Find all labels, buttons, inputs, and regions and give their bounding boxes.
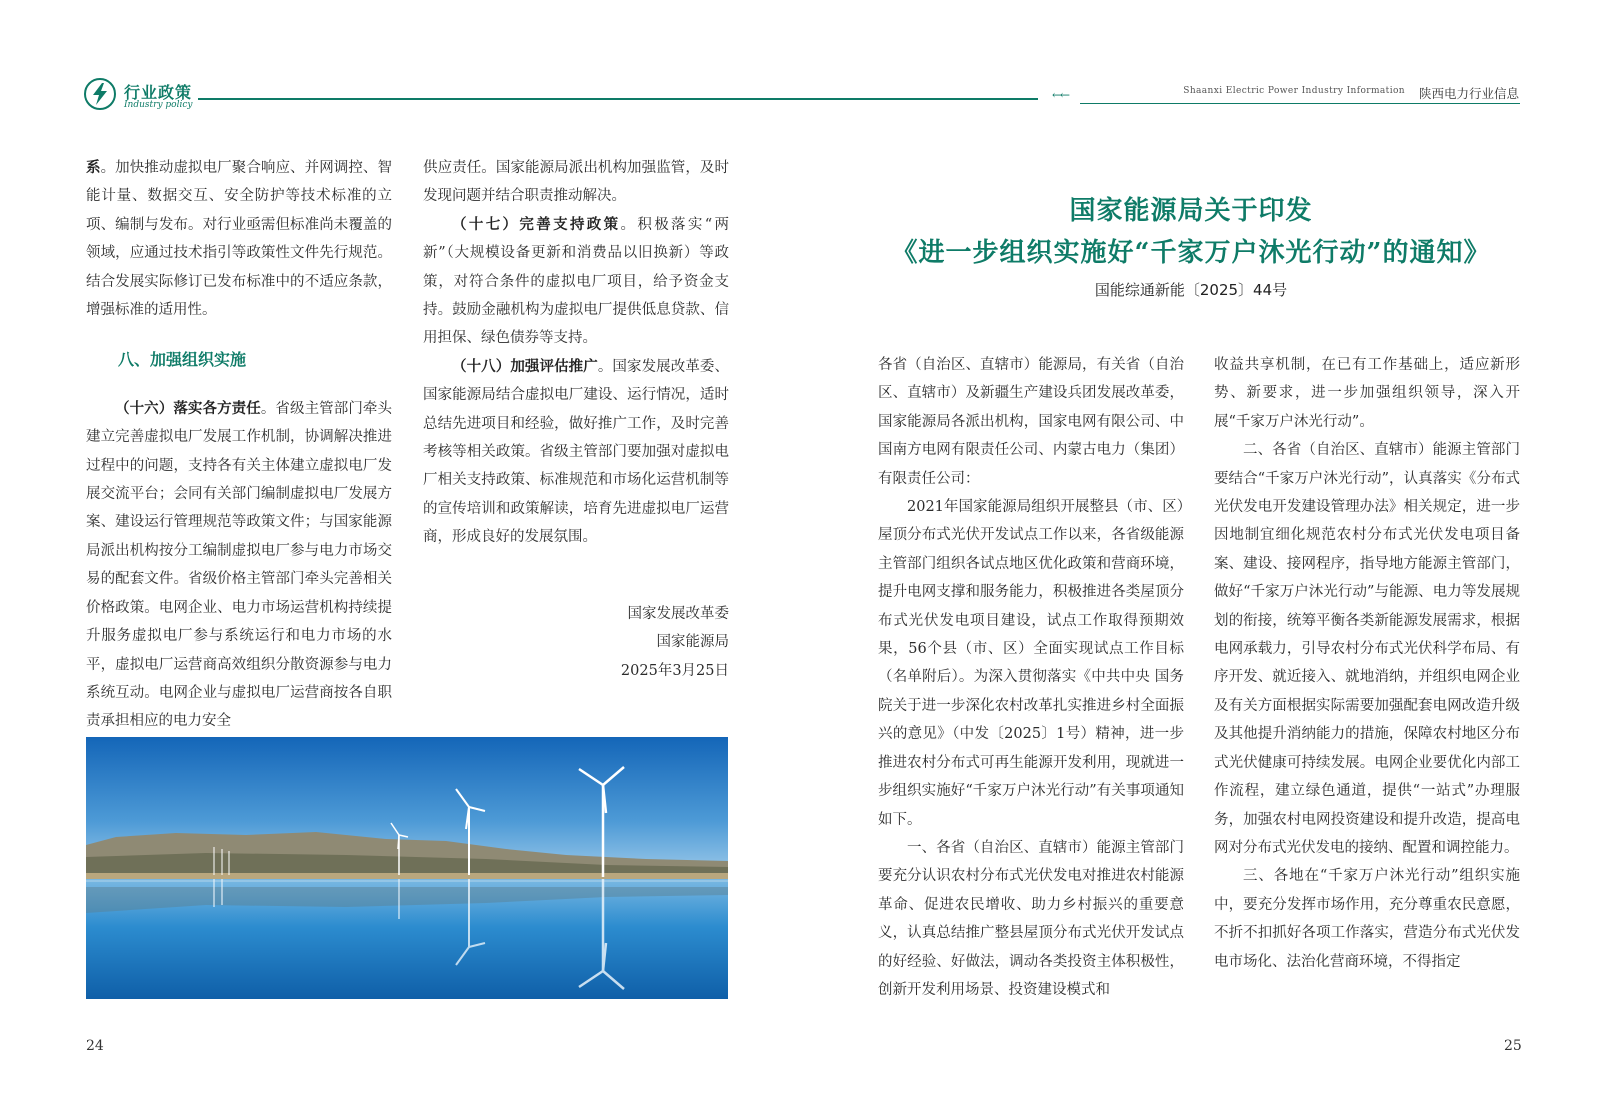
wind-turbine-illustration: [86, 737, 728, 999]
paragraph-text: 。加快推动虚拟电厂聚合响应、并网调控、智能计量、数据交互、安全防护等技术标准的立项、编制与发布。对行业亟需但标准尚未覆盖的领域，应通过技术指引等政策性文件先行规范。结合发展实际修订已发布标准中的不适应条款，增强标准的适用性。: [86, 160, 393, 319]
magazine-name-en: Shaanxi Electric Power Industry Information: [1183, 86, 1405, 96]
article-title-line-2: 《进一步组织实施好“千家万户沐光行动”的通知》: [891, 238, 1491, 268]
header-divider-right: [1080, 103, 1520, 104]
lightning-logo-icon: [84, 78, 116, 110]
paragraph-text: 二、各省（自治区、直辖市）能源主管部门要结合“千家万户沐光行动”，认真落实《分布式光伏发电开发建设管理办法》相关规定，进一步因地制宜细化规范农村分布式光伏发电项目备案、建设、接网程序，指导地方能源主管部门，做好“千家万户沐光行动”与能源、电力等发展规划的衔接，统筹平衡各类新能源发展需求，根据电网承载力，引导农村分布式光伏科学布局、有序开发、就近接入、就地消纳，并组织电网企业及有关方面根据实际需要加强配套电网改造升级及其他提升消纳能力的措施，保障农村地区分布式光伏健康可持续发展。电网企业要优化内部工作流程，建立绿色通道，提供“一站式”办理服务，加强农村电网投资建设和提升改造，提高电网对分布式光伏发电的接纳、配置和调控能力。: [1214, 442, 1520, 856]
article-title-line-1: 国家能源局关于印发: [1069, 196, 1313, 226]
paragraph: [423, 211, 729, 353]
paragraph-lead: （十六）落实各方责任: [115, 400, 261, 417]
paragraph-lead: 系: [86, 160, 101, 176]
page-number-right: 25: [1504, 1038, 1522, 1054]
paragraph-text: 收益共享机制，在已有工作基础上，适应新形势、新要求，进一步加强组织领导，深入开展“千家万户沐光行动”。: [1214, 357, 1520, 430]
paragraph-lead: （十八）加强评估推广: [452, 358, 598, 375]
section-title: 行业政策: [124, 83, 193, 102]
right-column-2: [1214, 351, 1520, 976]
lightning-bolt-icon: [90, 83, 110, 105]
paragraph-lead: （十七）完善支持政策: [452, 216, 621, 233]
paragraph-text: 一、各省（自治区、直辖市）能源主管部门要充分认识农村分布式光伏发电对推进农村能源革命、促进农民增收、助力乡村振兴的重要意义，认真总结推广整县屋顶分布式光伏开发试点的好经验、好做法，调动各类投资主体积极性，创新开发利用场景、投资建设模式和: [878, 839, 1184, 998]
document-number: 国能综通新能〔2025〕44号: [1094, 281, 1288, 299]
paragraph-text: 各省（自治区、直辖市）能源局，有关省（自治区、直辖市）及新疆生产建设兵团发展改革委，国家能源局各派出机构，国家电网有限公司、中国南方电网有限责任公司、内蒙古电力（集团）有限责任公司：: [878, 357, 1184, 487]
signature-date: 2025年3月25日: [620, 662, 729, 679]
signatory-1: 国家发展改革委: [627, 605, 729, 622]
paragraph-text: 2021年国家能源局组织开展整县（市、区）屋顶分布式光伏开发试点工作以来，各省级能源主管部门组织各试点地区优化政策和营商环境，提升电网支撑和服务能力，积极推进各类屋顶分布式光伏发电项目建设，试点工作取得预期效果，56个县（市、区）全面实现试点工作目标（名单附后）。为深入贯彻落实《中共中央 国务院关于进一步深化农村改革扎实推进乡村全面振兴的意见》（中发〔2025〕1号）精神，进一步推进农村分布式可再生能源开发利用，现就进一步组织实施好“千家万户沐光行动”有关事项通知如下。: [878, 499, 1184, 828]
left-column-2: [423, 154, 729, 685]
section-subtitle: Industry policy: [124, 100, 193, 110]
wind-turbine-photo: [86, 737, 728, 999]
paragraph-text: 三、各地在“千家万户沐光行动”组织实施中，要充分发挥市场作用，充分尊重农民意愿，不折不扣抓好各项工作落实，营造分布式光伏发电市场化、法治化营商环境，不得指定: [1214, 868, 1520, 970]
paragraph-text: 。积极落实“两新”（大规模设备更新和消费品以旧换新）等政策，对符合条件的虚拟电厂项目，给予资金支持。鼓励金融机构为虚拟电厂提供低息贷款、信用担保、绿色债券等支持。: [423, 216, 730, 347]
paragraph-text: 。国家发展改革委、国家能源局结合虚拟电厂建设、运行情况，适时总结先进项目和经验，做好推广工作，及时完善考核等相关政策。省级主管部门要加强对虚拟电厂相关支持政策、标准规范和市场化运营机制等的宣传培训和政策解读，培育先进虚拟电厂运营商，形成良好的发展氛围。: [423, 358, 730, 546]
paragraph-text: 供应责任。国家能源局派出机构加强监管，及时发现问题并结合职责推动解决。: [423, 160, 729, 205]
magazine-name-cn: 陕西电力行业信息: [1418, 86, 1519, 101]
left-column-1: [86, 154, 392, 736]
right-column-1: [878, 351, 1184, 1004]
signatory-2: 国家能源局: [656, 634, 729, 651]
header-divider-left: [198, 98, 1038, 100]
paragraph-text: 。省级主管部门牵头建立完善虚拟电厂发展工作机制，协调解决推进过程中的问题，支持各有关主体建立虚拟电厂发展交流平台；会同有关部门编制虚拟电厂发展方案、建设运行管理规范等政策文件；与国家能源局派出机构按分工编制虚拟电厂参与电力市场交易的配套文件。省级价格主管部门牵头完善相关价格政策。电网企业、电力市场运营机构持续提升服务虚拟电厂参与系统运行和电力市场的水平，虚拟电厂运营商高效组织分散资源参与电力系统互动。电网企业与虚拟电厂运营商按各自职责承担相应的电力安全: [86, 400, 393, 730]
paragraph: [86, 395, 392, 736]
paragraph: [423, 353, 729, 552]
paragraph: [86, 154, 392, 324]
header-arrows: ←←: [1052, 88, 1069, 102]
page-number-left: 24: [86, 1038, 104, 1054]
section-heading: 八、加强组织实施: [118, 350, 247, 370]
